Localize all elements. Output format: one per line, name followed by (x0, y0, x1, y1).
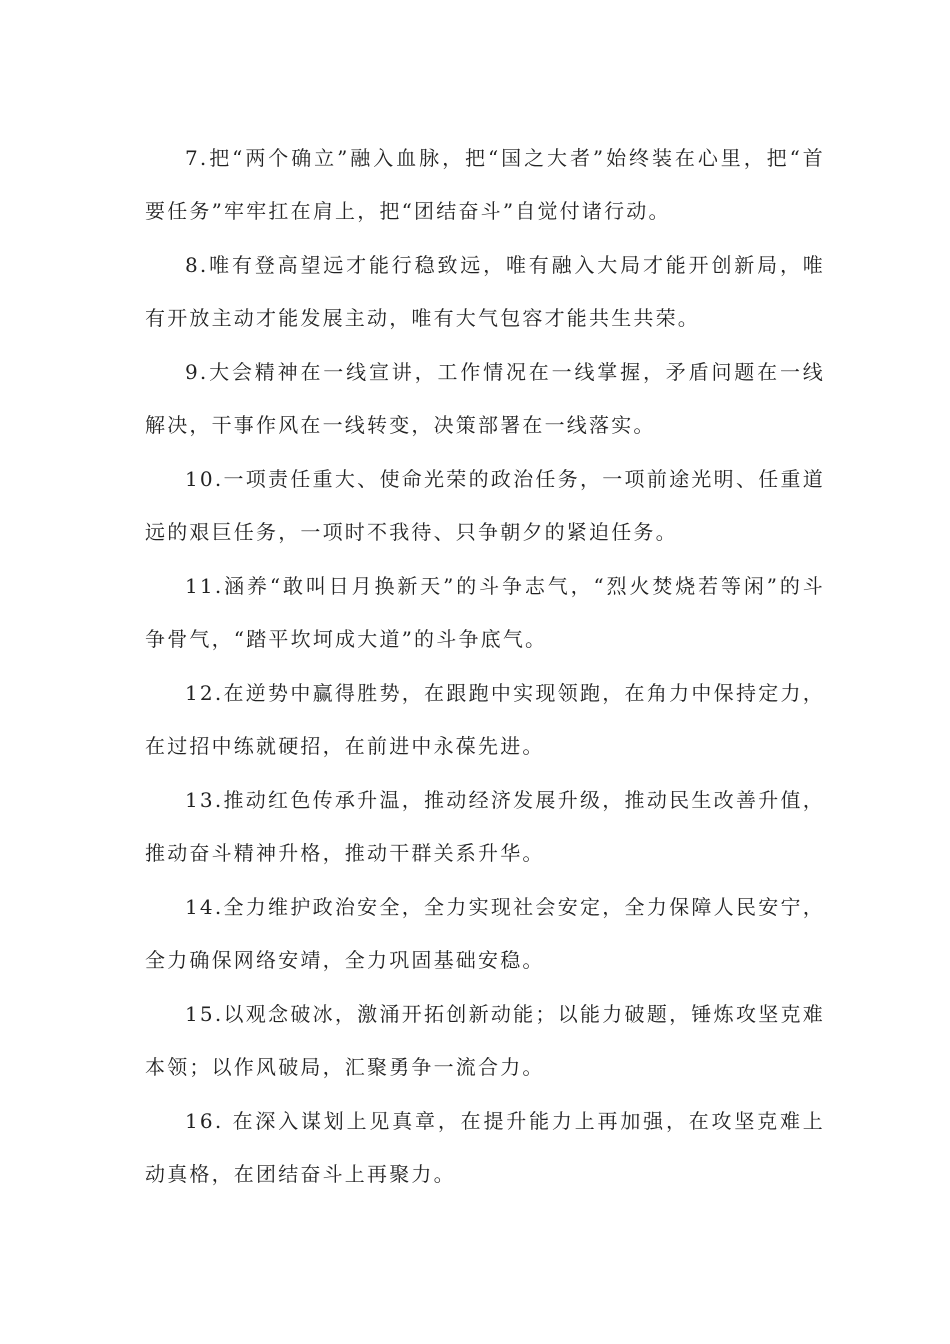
paragraph-16: 16. 在深入谋划上见真章，在提升能力上再加强，在攻坚克难上动真格，在团结奋斗上再聚力。 (145, 1109, 825, 1186)
paragraph-10: 10.一项责任重大、使命光荣的政治任务，一项前途光明、任重道远的艰巨任务，一项时不我待、只争朝夕的紧迫任务。 (145, 467, 825, 544)
paragraph-9: 9.大会精神在一线宣讲，工作情况在一线掌握，矛盾问题在一线解决，干事作风在一线转变，决策部署在一线落实。 (145, 360, 825, 437)
paragraph-13: 13.推动红色传承升温，推动经济发展升级，推动民生改善升值，推动奋斗精神升格，推动干群关系升华。 (145, 788, 825, 865)
paragraph-8: 8.唯有登高望远才能行稳致远，唯有融入大局才能开创新局，唯有开放主动才能发展主动，唯有大气包容才能共生共荣。 (145, 253, 825, 330)
paragraph-11: 11.涵养“敢叫日月换新天”的斗争志气，“烈火焚烧若等闲”的斗争骨气，“踏平坎坷成大道”的斗争底气。 (145, 574, 825, 651)
paragraph-14: 14.全力维护政治安全，全力实现社会安定，全力保障人民安宁，全力确保网络安靖，全力巩固基础安稳。 (145, 895, 825, 972)
paragraph-12: 12.在逆势中赢得胜势，在跟跑中实现领跑，在角力中保持定力，在过招中练就硬招，在前进中永葆先进。 (145, 681, 825, 758)
document-body (145, 132, 825, 1202)
paragraph-7: 7.把“两个确立”融入血脉，把“国之大者”始终装在心里，把“首要任务”牢牢扛在肩上，把“团结奋斗”自觉付诸行动。 (145, 146, 825, 223)
paragraph-15: 15.以观念破冰，激涌开拓创新动能；以能力破题，锤炼攻坚克难本领；以作风破局，汇聚勇争一流合力。 (145, 1002, 825, 1079)
